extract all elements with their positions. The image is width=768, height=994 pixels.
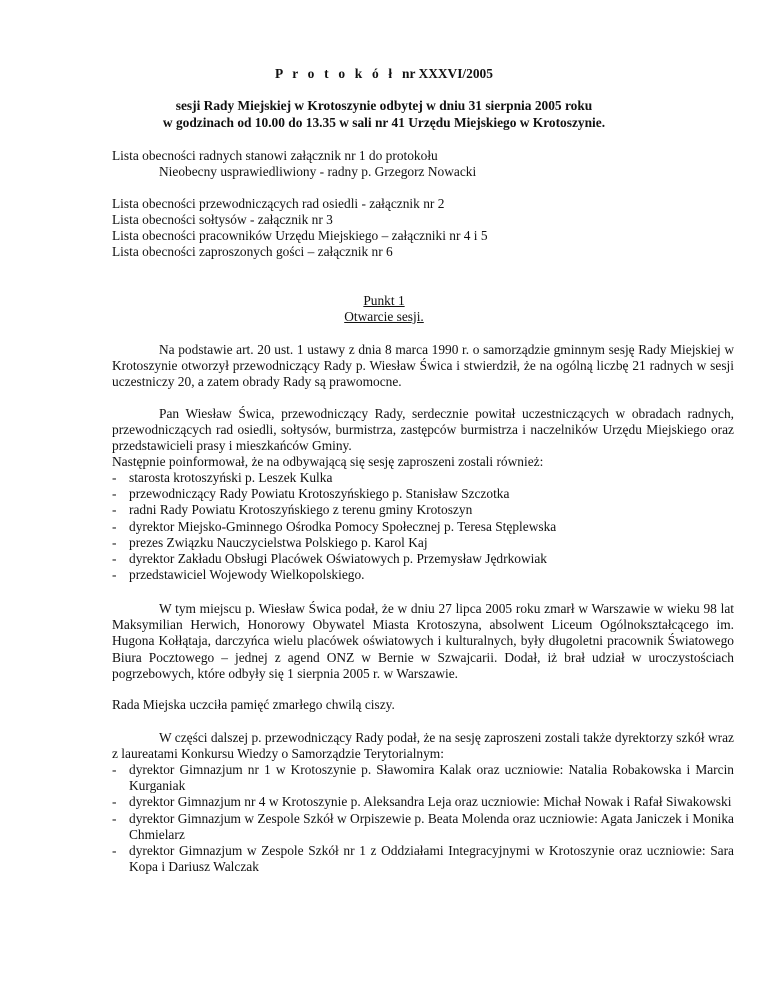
- attendance-line-2: Nieobecny usprawiedliwiony - radny p. Grzegorz Nowacki: [159, 164, 477, 179]
- list-item: - dyrektor Gimnazjum nr 1 w Krotoszynie p. Sławomira Kalak oraz uczniowie: Natalia Robakowska i Marcin Kurganiak: [112, 762, 734, 794]
- attendance-line-3: Lista obecności przewodniczących rad osiedli - załącznik nr 2: [112, 196, 445, 211]
- paragraph-opening: Na podstawie art. 20 ust. 1 ustawy z dnia 8 marca 1990 r. o samorządzie gminnym sesję Rady Miejskiej w Krotoszynie otworzył przewodniczący Rady p. Wiesław Świca i stwierdził, że na ogólną liczbę 21 radnych w sesji uczestniczy 20, a zatem obrady Rady są prawomocne.: [112, 342, 734, 390]
- list-item: - starosta krotoszyński p. Leszek Kulka: [112, 470, 333, 485]
- list-item: - dyrektor Zakładu Obsługi Placówek Oświatowych p. Przemysław Jędrkowiak: [112, 550, 547, 566]
- title-word: P r o t o k ó ł: [275, 66, 396, 81]
- paragraph-welcome-next: Następnie poinformował, że na odbywającą się sesję zaproszeni zostali również:: [112, 454, 544, 469]
- school-list: [112, 762, 734, 875]
- section-title: Otwarcie sesji.: [344, 309, 424, 324]
- subtitle-line-1: sesji Rady Miejskiej w Krotoszynie odbytej w dniu 31 sierpnia 2005 roku: [175, 98, 593, 113]
- list-item: - dyrektor Gimnazjum nr 4 w Krotoszynie p. Aleksandra Leja oraz uczniowie: Michał Nowak i Rafał Siwakowski: [112, 794, 732, 810]
- paragraph-memorial-next: Rada Miejska uczciła pamięć zmarłego chwilą ciszy.: [112, 697, 395, 712]
- attendance-line-5: Lista obecności pracowników Urzędu Miejskiego – załączniki nr 4 i 5: [112, 228, 488, 243]
- attendance-line-6: Lista obecności zaproszonych gości – załącznik nr 6: [112, 244, 393, 259]
- list-item: - przedstawiciel Wojewody Wielkopolskiego.: [112, 567, 365, 583]
- list-item: - dyrektor Gimnazjum w Zespole Szkół nr 1 z Oddziałami Integracyjnymi w Krotoszynie oraz uczniowie: Sara Kopa i Dariusz Walczak: [112, 843, 734, 875]
- subtitle-line-2: w godzinach od 10.00 do 13.35 w sali nr 41 Urzędu Miejskiego w Krotoszynie.: [162, 115, 606, 130]
- list-item: - dyrektor Gimnazjum w Zespole Szkół w Orpiszewie p. Beata Molenda oraz uczniowie: Agata Janiczek i Monika Chmielarz: [112, 810, 734, 842]
- list-item: - radni Rady Powiatu Krotoszyńskiego z terenu gminy Krotoszyn: [112, 502, 473, 518]
- list-item: - dyrektor Miejsko-Gminnego Ośrodka Pomocy Społecznej p. Teresa Stęplewska: [112, 518, 557, 534]
- paragraph-schools: W części dalszej p. przewodniczący Rady podał, że na sesję zaproszeni zostali także dyrektorzy szkół wraz z laureatami Konkursu Wiedzy o Samorządzie Terytorialnym:: [112, 730, 734, 762]
- paragraph-memorial: W tym miejscu p. Wiesław Świca podał, że w dniu 27 lipca 2005 roku zmarł w Warszawie w wieku 98 lat Maksymilian Herwich, Honorowy Obywatel Miasta Krotoszyna, absolwent Liceum Ogólnokształcącego im. Hugona Kołłątaja, darczyńca wielu placówek oświatowych i kulturalnych, były długoletni pracownik Światowego Biura Pocztowego – jednej z agend ONZ w Bernie w Szwajcarii. Dodał, iż brał udział w uroczystościach pogrzebowych, które odbyły się 1 sierpnia 2005 r. w Warszawie.: [112, 601, 734, 681]
- section-number: Punkt 1: [363, 293, 405, 308]
- list-item: - przewodniczący Rady Powiatu Krotoszyńskiego p. Stanisław Szczotka: [112, 486, 510, 502]
- title-number: nr XXXVI/2005: [402, 66, 493, 81]
- paragraph-welcome: Pan Wiesław Świca, przewodniczący Rady, serdecznie powitał uczestniczących w obradach radnych, przewodniczących rad osiedli, sołtysów, burmistrza, zastępców burmistrza i naczelników Urzędu Miejskiego oraz przedstawicieli prasy i mieszkańców Gminy.: [112, 406, 734, 454]
- list-item: - prezes Związku Nauczycielstwa Polskiego p. Karol Kaj: [112, 534, 428, 550]
- guest-list: [112, 470, 734, 583]
- document-title: [0, 66, 768, 82]
- attendance-line-4: Lista obecności sołtysów - załącznik nr 3: [112, 212, 333, 227]
- attendance-line-1: Lista obecności radnych stanowi załącznik nr 1 do protokołu: [112, 148, 438, 163]
